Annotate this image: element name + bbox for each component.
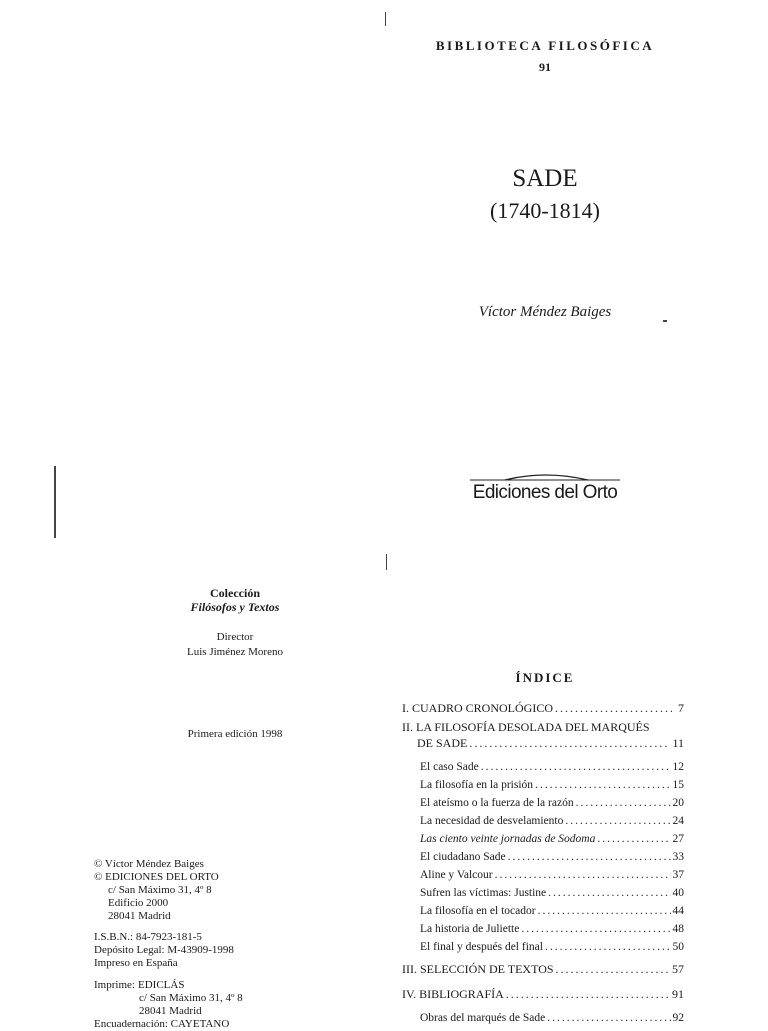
toc-leader xyxy=(521,920,670,938)
toc-entry xyxy=(420,902,684,920)
index-title: ÍNDICE xyxy=(515,670,575,685)
toc-entry-label: Obras del marqués de Sade xyxy=(420,1012,546,1024)
book-years: (1740-1814) xyxy=(490,198,600,223)
toc-entry-page: 24 xyxy=(672,815,684,827)
toc-leader xyxy=(506,985,670,1003)
isbn-line: I.S.B.N.: 84-7923-181-5 xyxy=(94,931,202,943)
series-number: 91 xyxy=(539,60,551,74)
toc-leader xyxy=(565,812,670,830)
series-name: BIBLIOTECA FILOSÓFICA xyxy=(435,38,655,53)
toc-leader xyxy=(538,902,671,920)
collection-label: Colección xyxy=(210,586,260,600)
toc-entry-label: II. LA FILOSOFÍA DESOLADA DEL MARQUÉS xyxy=(402,720,650,734)
toc-entry-label: La historia de Juliette xyxy=(420,923,520,935)
toc-entry-page: 12 xyxy=(672,761,684,773)
toc-entry-page: 11 xyxy=(672,736,684,750)
toc-entry-page: 91 xyxy=(672,987,684,1001)
printer-block xyxy=(94,979,334,1031)
toc-entry-page: 57 xyxy=(672,962,684,976)
toc-entry xyxy=(420,794,684,812)
toc-entry-page: 92 xyxy=(672,1012,684,1024)
copyright-line: © EDICIONES DEL ORTO xyxy=(94,871,219,883)
printer-name: EDICLÁS xyxy=(138,979,185,991)
book-author: Víctor Méndez Baiges xyxy=(478,304,612,320)
toc-entry xyxy=(402,699,684,717)
toc-entry-label: Sufren las víctimas: Justine xyxy=(420,887,547,899)
scan-mark xyxy=(385,12,386,26)
scan-mark xyxy=(386,554,387,570)
toc-entry-page: 27 xyxy=(672,833,684,845)
scan-mark xyxy=(54,466,56,538)
toc-entry-label: III. SELECCIÓN DE TEXTOS xyxy=(402,962,554,976)
toc-entry xyxy=(420,866,684,884)
toc-entry-page: 48 xyxy=(672,923,684,935)
toc-entry xyxy=(420,920,684,938)
toc-entry-label: Aline y Valcour xyxy=(420,869,493,881)
director-label: Director xyxy=(216,631,254,643)
toc-entry-label: El ciudadano Sade xyxy=(420,851,506,863)
toc-entry-label: Las ciento veinte jornadas de Sodoma xyxy=(420,833,596,845)
toc-entry-label: La filosofía en el tocador xyxy=(420,905,536,917)
toc-entry-label: La filosofía en la prisión xyxy=(420,779,534,791)
toc-entry xyxy=(420,812,684,830)
toc-leader xyxy=(547,1009,670,1027)
toc-leader xyxy=(508,848,671,866)
edition-note: Primera edición 1998 xyxy=(187,728,283,740)
toc-entry-label: DE SADE xyxy=(417,736,468,750)
toc-leader xyxy=(545,938,671,956)
toc-entry-label: IV. BIBLIOGRAFÍA xyxy=(402,987,504,1001)
toc-entry-page: 20 xyxy=(672,797,684,809)
publisher-logo-text: Ediciones del Orto xyxy=(472,482,618,503)
toc-entry-page: 33 xyxy=(672,851,684,863)
toc-leader xyxy=(556,960,670,978)
toc-leader xyxy=(481,758,671,776)
printer-address-line: c/ San Máximo 31, 4º 8 xyxy=(139,992,243,1004)
toc-entry xyxy=(420,848,684,866)
table-of-contents xyxy=(402,698,684,1027)
toc-leader xyxy=(469,734,670,752)
toc-entry-label: El caso Sade xyxy=(420,761,479,773)
toc-entry-label: I. CUADRO CRONOLÓGICO xyxy=(402,701,554,715)
toc-leader xyxy=(555,699,672,717)
collection-name: Filósofos y Textos xyxy=(190,600,280,614)
copyright-block xyxy=(94,858,314,923)
toc-leader xyxy=(535,776,670,794)
toc-entry-page: 37 xyxy=(672,869,684,881)
copyright-line: 28041 Madrid xyxy=(108,910,171,922)
toc-entry-page: 15 xyxy=(672,779,684,791)
toc-entry-page: 40 xyxy=(672,887,684,899)
printed-in-line: Impreso en España xyxy=(94,957,178,969)
copyright-line: Edificio 2000 xyxy=(108,897,169,909)
copyright-line: © Víctor Méndez Baiges xyxy=(94,858,204,870)
toc-entry-label: El ateísmo o la fuerza de la razón xyxy=(420,797,574,809)
binding-line: Encuadernación: CAYETANO xyxy=(94,1018,230,1030)
legal-deposit-line: Depósito Legal: M-43909-1998 xyxy=(94,944,234,956)
toc-entry xyxy=(402,960,684,978)
toc-entry-page: 44 xyxy=(672,905,684,917)
legal-block xyxy=(94,931,314,970)
copyright-line: c/ San Máximo 31, 4º 8 xyxy=(108,884,212,896)
toc-entry-page: 50 xyxy=(672,941,684,953)
toc-entry xyxy=(417,734,684,752)
toc-entry xyxy=(420,830,684,848)
toc-leader xyxy=(597,830,670,848)
toc-leader xyxy=(548,884,670,902)
toc-leader xyxy=(576,794,671,812)
toc-entry xyxy=(402,985,684,1003)
book-title: SADE xyxy=(512,165,578,192)
toc-entry xyxy=(420,758,684,776)
printer-address-line: 28041 Madrid xyxy=(139,1005,202,1017)
toc-entry-label: La necesidad de desvelamiento xyxy=(420,815,564,827)
toc-entry-label: El final y después del final xyxy=(420,941,543,953)
toc-leader xyxy=(495,866,671,884)
toc-entry xyxy=(420,884,684,902)
toc-entry xyxy=(420,1009,684,1027)
toc-entry xyxy=(420,938,684,956)
director-name: Luis Jiménez Moreno xyxy=(187,646,283,658)
toc-entry xyxy=(420,776,684,794)
toc-entry-page: 7 xyxy=(678,701,684,715)
printer-label: Imprime: xyxy=(94,979,135,991)
publisher-logo xyxy=(470,468,620,508)
